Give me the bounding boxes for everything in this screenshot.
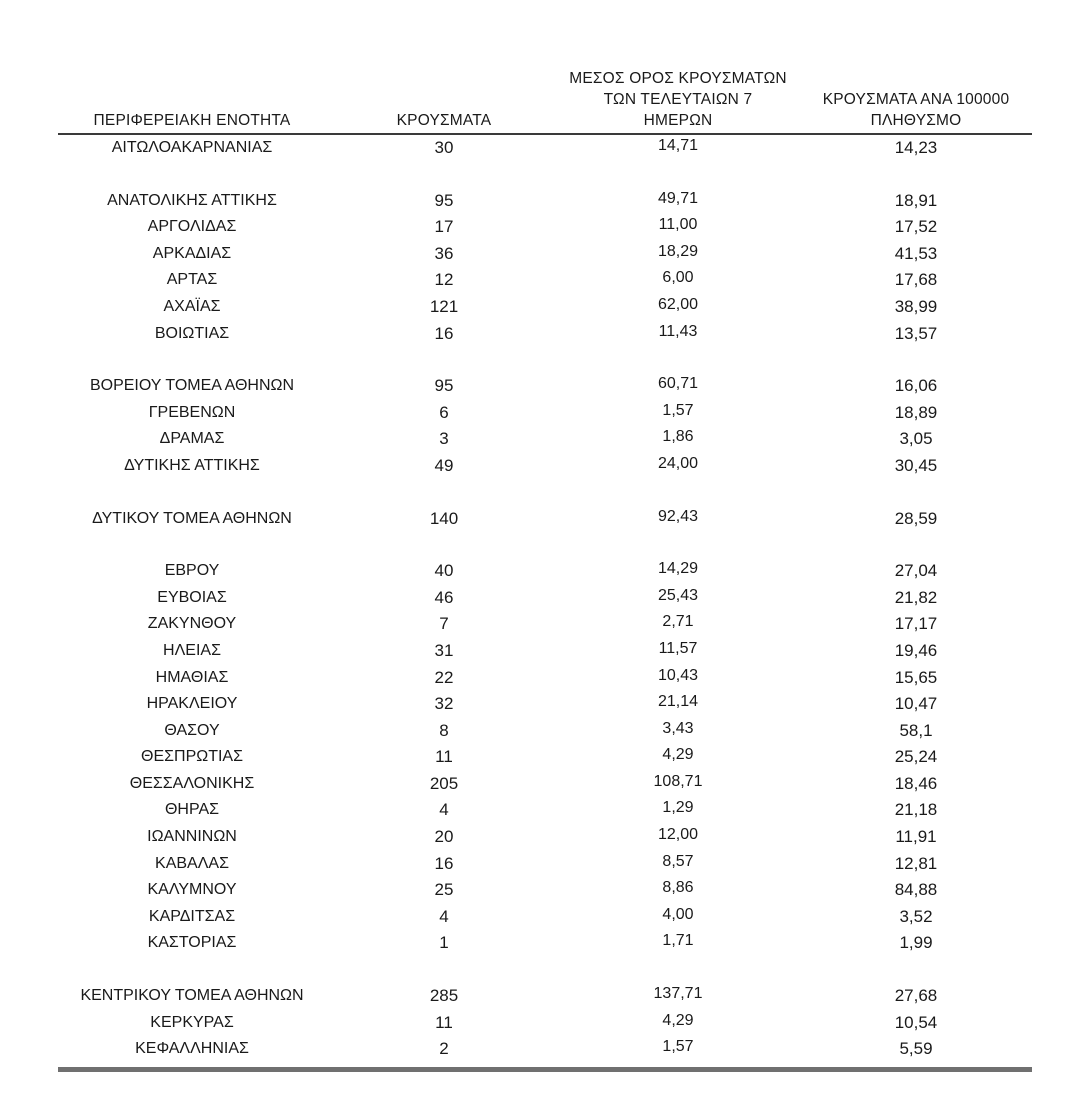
cell-avg7: 14,71 — [657, 137, 699, 154]
cell-per100k: 15,65 — [894, 667, 938, 687]
cell-region: ΚΕΦΑΛΛΗΝΙΑΣ — [135, 1040, 249, 1058]
cell-cases: 30 — [434, 138, 454, 157]
table-row — [58, 426, 1032, 453]
cell-cases: 17 — [434, 217, 454, 237]
cell-region: ΓΡΕΒΕΝΩΝ — [148, 403, 236, 421]
table-row — [58, 267, 1032, 294]
cell-avg7: 62,00 — [657, 295, 699, 313]
table-row — [58, 241, 1032, 268]
cell-cases: 205 — [429, 773, 459, 793]
header-cases — [388, 110, 500, 131]
cell-per100k: 3,05 — [899, 429, 933, 449]
table-row — [58, 558, 1032, 585]
table-row — [58, 611, 1032, 638]
cell-region: ΑΧΑΪΑΣ — [163, 297, 221, 315]
table-row — [58, 983, 1032, 1010]
cell-cases: 121 — [429, 296, 459, 316]
header-avg7-line1: ΜΕΣΟΣ ΟΡΟΣ ΚΡΟΥΣΜΑΤΩΝ — [569, 70, 787, 87]
cell-region: ΗΡΑΚΛΕΙΟΥ — [146, 695, 238, 713]
cell-per100k: 27,04 — [894, 561, 938, 581]
cell-per100k: 18,91 — [894, 190, 938, 210]
cell-region: ΑΡΚΑΔΙΑΣ — [152, 244, 232, 262]
cell-avg7: 10,43 — [657, 666, 699, 684]
cell-avg7: 24,00 — [657, 454, 699, 472]
header-cases-label: ΚΡΟΥΣΜΑΤΑ — [396, 112, 492, 129]
cell-cases: 49 — [434, 455, 454, 475]
table-row — [58, 904, 1032, 931]
table-row — [58, 691, 1032, 718]
cell-region: ΒΟΙΩΤΙΑΣ — [154, 324, 230, 342]
table-bottom-rule — [58, 1067, 1032, 1072]
cell-cases: 40 — [434, 561, 454, 581]
cell-per100k: 41,53 — [894, 243, 938, 263]
table-row — [58, 453, 1032, 480]
cell-cases: 20 — [434, 827, 454, 847]
cell-region: ΚΕΡΚΥΡΑΣ — [150, 1013, 234, 1031]
header-avg7 — [558, 68, 798, 131]
cases-table — [58, 60, 1032, 1072]
table-row — [58, 294, 1032, 321]
cell-cases: 140 — [429, 508, 459, 528]
cell-avg7: 1,57 — [662, 401, 694, 419]
header-per100k — [800, 89, 1032, 131]
cell-cases: 12 — [434, 270, 454, 290]
cell-avg7: 18,29 — [657, 242, 699, 260]
cell-avg7: 14,29 — [657, 560, 699, 578]
cell-region: ΚΕΝΤΡΙΚΟΥ ΤΟΜΕΑ ΑΘΗΝΩΝ — [80, 987, 304, 1005]
cell-cases: 16 — [434, 323, 454, 343]
header-region-label: ΠΕΡΙΦΕΡΕΙΑΚΗ ΕΝΟΤΗΤΑ — [93, 112, 291, 129]
cell-per100k: 28,59 — [894, 508, 938, 528]
table-row — [58, 214, 1032, 241]
cell-region: ΚΑΣΤΟΡΙΑΣ — [147, 934, 237, 952]
cell-cases: 36 — [434, 243, 454, 263]
cell-cases: 3 — [439, 429, 449, 449]
cell-region: ΚΑΛΥΜΝΟΥ — [147, 881, 237, 899]
cell-cases: 95 — [434, 190, 454, 210]
cell-avg7: 11,43 — [658, 322, 698, 340]
table-row — [58, 665, 1032, 692]
cell-cases: 22 — [434, 667, 454, 687]
cell-avg7: 1,86 — [662, 428, 694, 446]
cell-region: ΕΒΡΟΥ — [164, 562, 220, 580]
table-row — [58, 135, 1032, 162]
cell-cases: 4 — [439, 800, 449, 820]
cell-per100k: 10,54 — [894, 1012, 938, 1032]
table-row — [58, 373, 1032, 400]
cell-per100k: 19,46 — [894, 640, 938, 660]
cell-cases: 8 — [439, 720, 449, 740]
cell-per100k: 10,47 — [894, 694, 938, 714]
cell-per100k: 11,91 — [895, 827, 937, 847]
cell-avg7: 11,00 — [658, 216, 698, 234]
cell-per100k: 21,82 — [894, 587, 938, 607]
cell-region: ΔΥΤΙΚΟΥ ΤΟΜΕΑ ΑΘΗΝΩΝ — [92, 509, 292, 527]
table-row — [58, 321, 1032, 348]
cell-region: ΘΗΡΑΣ — [164, 801, 220, 819]
table-row — [58, 638, 1032, 665]
table-header — [58, 60, 1032, 135]
cell-avg7: 1,29 — [662, 799, 694, 817]
cell-avg7: 21,14 — [657, 693, 699, 711]
cell-avg7: 1,57 — [662, 1038, 694, 1056]
cell-avg7: 3,43 — [662, 719, 694, 737]
table-row — [58, 744, 1032, 771]
table-row — [58, 824, 1032, 851]
table-row — [58, 400, 1032, 427]
cell-per100k: 18,46 — [894, 773, 938, 793]
table-row — [58, 1036, 1032, 1063]
cell-per100k: 3,52 — [899, 906, 933, 926]
cell-region: ΑΡΤΑΣ — [166, 271, 218, 289]
cell-cases: 285 — [429, 986, 459, 1006]
header-avg7-line3: ΗΜΕΡΩΝ — [643, 112, 713, 129]
cell-region: ΔΡΑΜΑΣ — [159, 430, 225, 448]
cell-region: ΑΙΤΩΛΟΑΚΑΡΝΑΝΙΑΣ — [111, 139, 273, 156]
cell-per100k: 30,45 — [894, 455, 938, 475]
cell-cases: 32 — [434, 694, 454, 714]
cell-avg7: 8,86 — [662, 879, 694, 897]
table-row — [58, 771, 1032, 798]
cell-avg7: 4,29 — [662, 746, 694, 764]
cell-region: ΖΑΚΥΝΘΟΥ — [147, 615, 237, 633]
header-avg7-line2: ΤΩΝ ΤΕΛΕΥΤΑΙΩΝ 7 — [603, 91, 753, 108]
cell-cases: 7 — [439, 614, 449, 634]
cell-avg7: 137,71 — [653, 985, 703, 1003]
cell-per100k: 25,24 — [894, 747, 938, 767]
cell-per100k: 84,88 — [894, 880, 938, 900]
cell-cases: 95 — [434, 376, 454, 396]
cell-avg7: 11,57 — [658, 639, 698, 657]
cell-cases: 25 — [434, 880, 454, 900]
cell-region: ΕΥΒΟΙΑΣ — [157, 588, 227, 606]
table-row — [58, 930, 1032, 957]
header-per100k-line2: ΠΛΗΘΥΣΜΟ — [870, 112, 962, 129]
cell-avg7: 6,00 — [662, 269, 694, 287]
cell-avg7: 2,71 — [662, 613, 694, 631]
cell-region: ΗΛΕΙΑΣ — [163, 641, 221, 659]
cell-region: ΙΩΑΝΝΙΝΩΝ — [147, 828, 237, 846]
cell-region: ΗΜΑΘΙΑΣ — [155, 668, 229, 686]
header-per100k-line1: ΚΡΟΥΣΜΑΤΑ ΑΝΑ 100000 — [822, 91, 1010, 108]
cell-region: ΑΝΑΤΟΛΙΚΗΣ ΑΤΤΙΚΗΣ — [107, 191, 277, 209]
cell-cases: 16 — [434, 853, 454, 873]
cell-per100k: 13,57 — [894, 323, 938, 343]
table-row — [58, 506, 1032, 533]
cell-cases: 6 — [439, 402, 449, 422]
cell-region: ΔΥΤΙΚΗΣ ΑΤΤΙΚΗΣ — [124, 456, 260, 474]
cell-cases: 31 — [434, 640, 454, 660]
cell-per100k: 17,52 — [894, 217, 938, 237]
cell-per100k: 58,1 — [899, 720, 933, 740]
cell-per100k: 14,23 — [894, 138, 938, 157]
cell-region: ΑΡΓΟΛΙΔΑΣ — [147, 218, 237, 236]
table-row — [58, 877, 1032, 904]
cell-cases: 2 — [439, 1039, 449, 1059]
table-row — [58, 797, 1032, 824]
cell-avg7: 92,43 — [657, 507, 699, 525]
cell-per100k: 17,68 — [894, 270, 938, 290]
table-row — [58, 585, 1032, 612]
cell-cases: 4 — [439, 906, 449, 926]
cell-cases: 1 — [439, 933, 449, 953]
table-row — [58, 1010, 1032, 1037]
cell-per100k: 27,68 — [894, 986, 938, 1006]
cell-per100k: 18,89 — [894, 402, 938, 422]
cell-per100k: 12,81 — [894, 853, 938, 873]
cell-avg7: 25,43 — [657, 586, 699, 604]
cell-region: ΒΟΡΕΙΟΥ ΤΟΜΕΑ ΑΘΗΝΩΝ — [89, 377, 295, 395]
cell-per100k: 17,17 — [894, 614, 938, 634]
cell-region: ΚΑΒΑΛΑΣ — [155, 854, 229, 872]
cell-per100k: 38,99 — [894, 296, 938, 316]
table-row — [58, 851, 1032, 878]
cell-per100k: 5,59 — [899, 1039, 933, 1059]
table-row — [58, 718, 1032, 745]
cell-avg7: 60,71 — [657, 375, 699, 393]
cell-per100k: 16,06 — [894, 376, 938, 396]
table-row — [58, 188, 1032, 215]
cell-region: ΘΑΣΟΥ — [164, 721, 220, 739]
cell-region: ΚΑΡΔΙΤΣΑΣ — [148, 907, 236, 925]
cell-region: ΘΕΣΣΑΛΟΝΙΚΗΣ — [129, 774, 255, 792]
cell-avg7: 49,71 — [657, 189, 699, 207]
cell-cases: 11 — [435, 1012, 453, 1032]
header-region — [58, 110, 326, 131]
cell-region: ΘΕΣΠΡΩΤΙΑΣ — [141, 748, 243, 766]
cell-per100k: 21,18 — [894, 800, 938, 820]
cell-cases: 46 — [434, 587, 454, 607]
cell-avg7: 108,71 — [653, 772, 703, 790]
cell-per100k: 1,99 — [899, 933, 933, 953]
cell-avg7: 4,29 — [662, 1011, 694, 1029]
cell-avg7: 4,00 — [662, 905, 694, 923]
table-body — [58, 135, 1032, 1063]
cell-avg7: 1,71 — [662, 932, 694, 950]
cell-avg7: 8,57 — [662, 852, 694, 870]
cell-avg7: 12,00 — [657, 826, 699, 844]
cell-cases: 11 — [435, 747, 453, 767]
